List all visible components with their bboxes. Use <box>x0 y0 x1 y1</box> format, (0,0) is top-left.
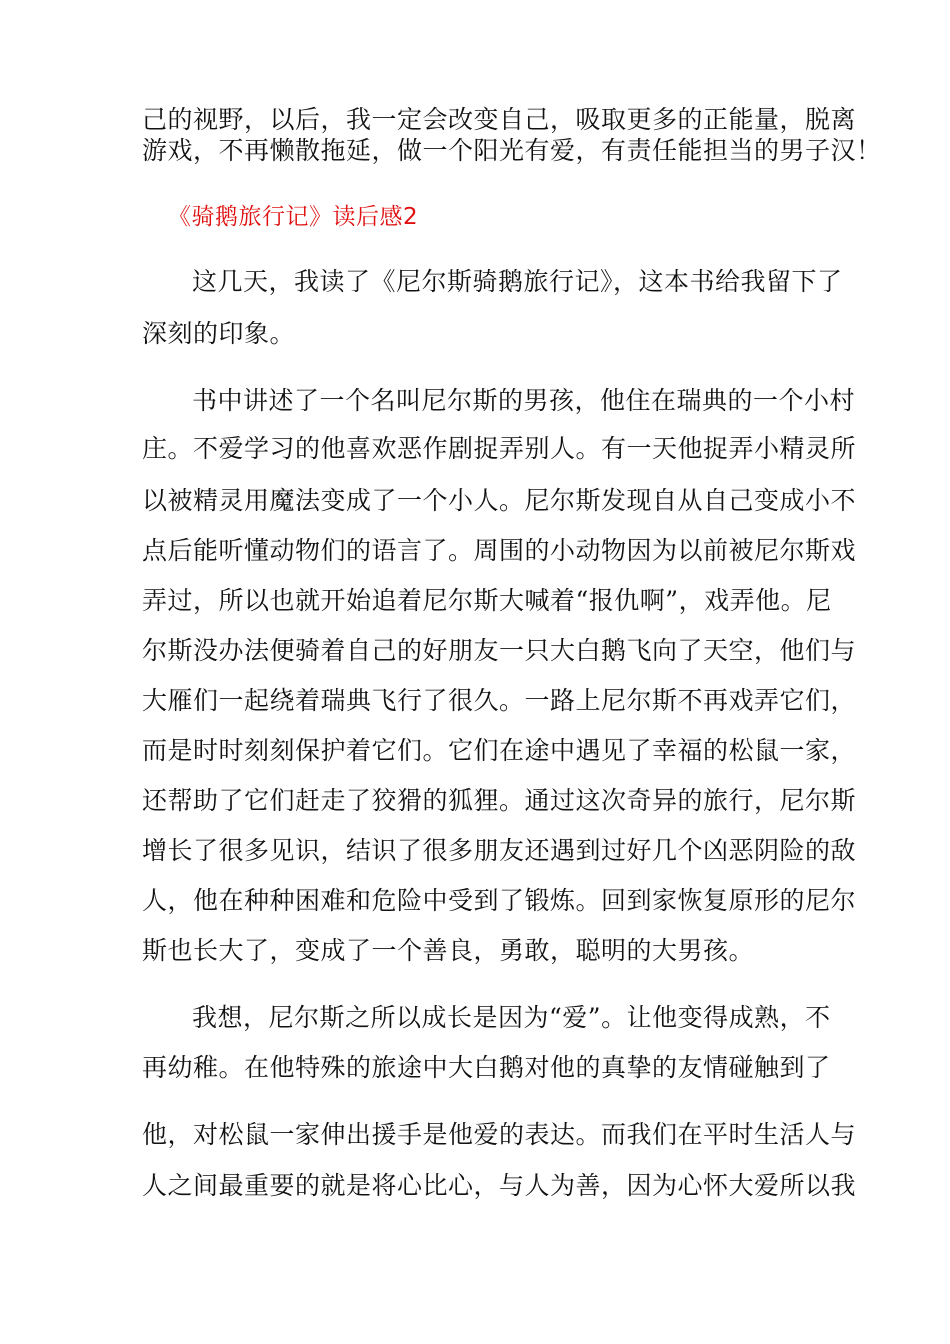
paragraph-line: 大雁们一起绕着瑞典飞行了很久。一路上尼尔斯不再戏弄它们， <box>142 686 857 715</box>
paragraph-line: 我想，尼尔斯之所以成长是因为“爱”。让他变得成熟，不 <box>192 1003 831 1032</box>
intro-line: 己的视野，以后，我一定会改变自己，吸取更多的正能量，脱离 <box>142 105 857 134</box>
paragraph-line: 而是时时刻刻保护着它们。它们在途中遇见了幸福的松鼠一家， <box>142 736 857 765</box>
paragraph-line: 他，对松鼠一家伸出援手是他爱的表达。而我们在平时生活人与 <box>142 1120 857 1149</box>
paragraph-line: 还帮助了它们赶走了狡猾的狐狸。通过这次奇异的旅行，尼尔斯 <box>142 786 857 815</box>
paragraph-line: 庄。不爱学习的他喜欢恶作剧捉弄别人。有一天他捉弄小精灵所 <box>142 434 857 463</box>
paragraph-line: 书中讲述了一个名叫尼尔斯的男孩，他住在瑞典的一个小村 <box>192 386 856 415</box>
paragraph-line: 弄过，所以也就开始追着尼尔斯大喊着“报仇啊”，戏弄他。尼 <box>142 586 832 615</box>
paragraph-line: 深刻的印象。 <box>142 319 296 348</box>
paragraph-line: 再幼稚。在他特殊的旅途中大白鹅对他的真挚的友情碰触到了 <box>142 1053 831 1082</box>
paragraph-line: 人之间最重要的就是将心比心，与人为善，因为心怀大爱所以我 <box>142 1171 857 1200</box>
paragraph-line: 以被精灵用魔法变成了一个小人。尼尔斯发现自从自己变成小不 <box>142 486 857 515</box>
paragraph-line: 点后能听懂动物们的语言了。周围的小动物因为以前被尼尔斯戏 <box>142 536 857 565</box>
intro-line: 游戏，不再懒散拖延，做一个阳光有爱，有责任能担当的男子汉！ <box>142 136 882 165</box>
paragraph-line: 尔斯没办法便骑着自己的好朋友一只大白鹅飞向了天空，他们与 <box>142 636 857 665</box>
paragraph-line: 人，他在种种困难和危险中受到了锻炼。回到家恢复原形的尼尔 <box>142 886 857 915</box>
paragraph-line: 这几天，我读了《尼尔斯骑鹅旅行记》，这本书给我留下了 <box>192 267 843 296</box>
paragraph-line: 增长了很多见识，结识了很多朋友还遇到过好几个凶恶阴险的敌 <box>142 836 857 865</box>
section-title: 《骑鹅旅行记》读后感2 <box>168 204 419 230</box>
paragraph-line: 斯也长大了，变成了一个善良，勇敢，聪明的大男孩。 <box>142 936 755 965</box>
